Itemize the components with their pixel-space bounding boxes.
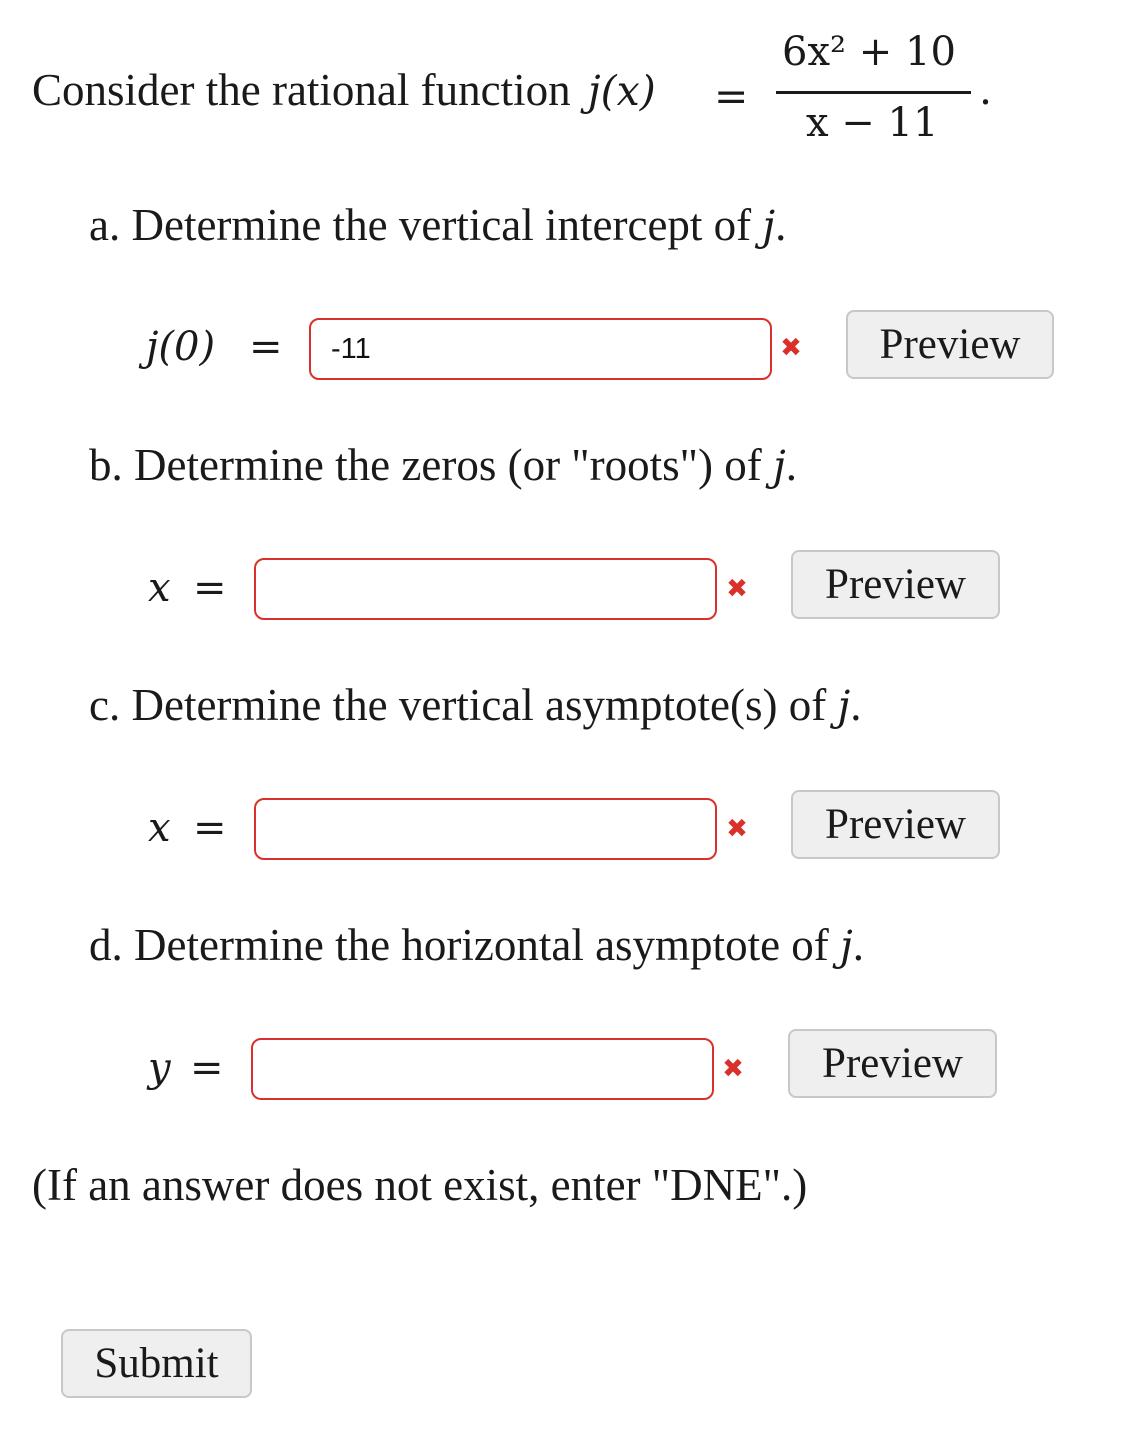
submit-button[interactable]: Submit (61, 1329, 252, 1398)
part-b-preview-button[interactable]: Preview (791, 550, 1000, 619)
problem-statement (32, 65, 656, 115)
part-d-prompt: d. Determine the horizontal asymptote of j. (89, 920, 864, 970)
function-period: . (979, 66, 993, 114)
part-a-answer-input[interactable] (309, 318, 772, 380)
function-equals: = (714, 72, 749, 120)
part-d-equals: = (190, 1045, 224, 1091)
dne-note: (If an answer does not exist, enter "DNE".) (32, 1160, 808, 1210)
x-mark-icon: ✖ (726, 814, 748, 844)
fraction-numerator: 6x² + 10 (782, 29, 956, 75)
problem-intro: Consider the rational function (32, 65, 571, 115)
fraction-denominator: x − 11 (806, 100, 939, 146)
x-mark-icon: ✖ (780, 333, 802, 363)
part-c-prompt: c. Determine the vertical asymptote(s) of j. (89, 680, 862, 730)
fraction-bar (776, 91, 971, 94)
part-c-preview-button[interactable]: Preview (791, 790, 1000, 859)
x-mark-icon: ✖ (726, 574, 748, 604)
part-d-lhs: y (148, 1045, 171, 1091)
part-d-preview-button[interactable]: Preview (788, 1029, 997, 1098)
part-b-lhs: x (148, 565, 171, 611)
part-a-lhs: j(0) (146, 324, 216, 370)
part-a-equals: = (249, 324, 283, 370)
function-name: j(x) (587, 67, 656, 115)
part-a-preview-button[interactable]: Preview (846, 310, 1054, 379)
part-c-equals: = (193, 805, 227, 851)
x-mark-icon: ✖ (722, 1054, 744, 1084)
part-b-answer-input[interactable] (254, 558, 717, 620)
part-b-equals: = (193, 565, 227, 611)
part-c-lhs: x (148, 805, 171, 851)
part-c-answer-input[interactable] (254, 798, 717, 860)
part-b-prompt: b. Determine the zeros (or "roots") of j. (89, 440, 797, 490)
part-d-answer-input[interactable] (251, 1038, 714, 1100)
part-a-prompt: a. Determine the vertical intercept of j. (89, 200, 787, 250)
